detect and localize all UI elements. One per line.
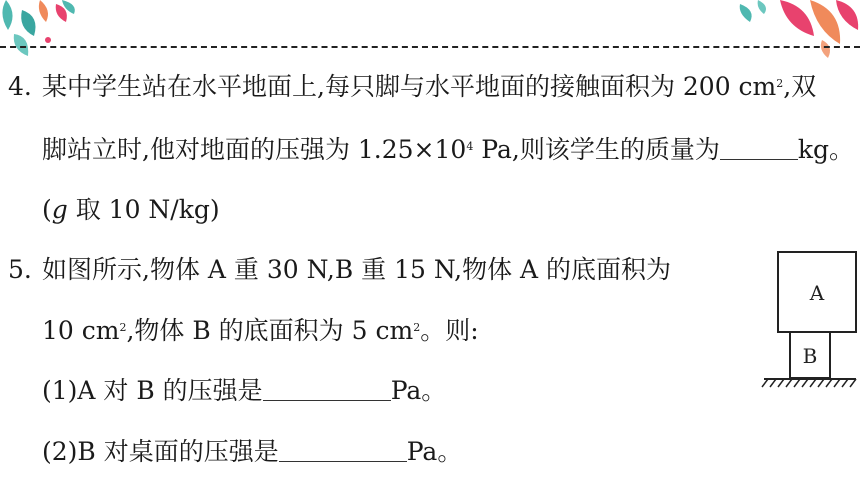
q5-text-2a: 10 cm bbox=[42, 316, 120, 345]
top-dashed-divider bbox=[0, 46, 860, 48]
q4-sup-2: 4 bbox=[466, 140, 474, 153]
q5-sub1-unit: Pa。 bbox=[390, 376, 447, 405]
q4-line2 bbox=[42, 135, 854, 165]
q4-paren: ( bbox=[42, 195, 52, 224]
q5-sup-1: 2 bbox=[119, 321, 127, 334]
q5-text-1: 如图所示,物体 A 重 30 N,B 重 15 N,物体 A 的底面积为 bbox=[42, 255, 672, 284]
block-a-label: A bbox=[809, 281, 825, 305]
q4-line3 bbox=[42, 195, 220, 225]
q4-line1 bbox=[8, 72, 816, 102]
leaf-decoration-right bbox=[730, 0, 860, 60]
q4-answer-blank[interactable] bbox=[720, 135, 798, 160]
q4-text-2a: 脚站立时,他对地面的压强为 1.25×10 bbox=[42, 135, 467, 164]
q5-text-2b: ,物体 B 的底面积为 5 cm bbox=[126, 316, 414, 345]
q5-sub2-prompt: (2)B 对桌面的压强是 bbox=[42, 437, 279, 466]
blocks-figure bbox=[760, 250, 860, 400]
q4-g-symbol: g bbox=[51, 195, 68, 224]
q4-text-3: 取 10 N/kg) bbox=[67, 195, 220, 224]
q5-sup-2: 2 bbox=[413, 321, 421, 334]
ground-hatching bbox=[762, 379, 856, 387]
q5-sub1-answer-blank[interactable] bbox=[263, 376, 391, 401]
q4-sup-1: 2 bbox=[776, 77, 784, 90]
q5-line2 bbox=[42, 316, 479, 346]
q5-sub2-answer-blank[interactable] bbox=[279, 437, 407, 462]
q4-text-1a: 某中学生站在水平地面上,每只脚与水平地面的接触面积为 200 cm bbox=[42, 72, 777, 101]
q4-unit: kg。 bbox=[797, 135, 854, 164]
q5-sub1-prompt: (1)A 对 B 的压强是 bbox=[42, 376, 263, 405]
leaf-decoration-left bbox=[0, 0, 110, 62]
q5-sub2-unit: Pa。 bbox=[406, 437, 463, 466]
q5-line1 bbox=[8, 255, 671, 285]
q5-sub1 bbox=[42, 376, 446, 406]
q4-text-1b: ,双 bbox=[783, 72, 817, 101]
q4-text-2b: Pa,则该学生的质量为 bbox=[473, 135, 720, 164]
q5-sub2 bbox=[42, 437, 462, 467]
block-b-label: B bbox=[802, 344, 818, 368]
q4-number: 4. bbox=[8, 72, 32, 101]
q5-text-2c: 。则: bbox=[420, 316, 479, 345]
q5-number: 5. bbox=[8, 255, 32, 284]
